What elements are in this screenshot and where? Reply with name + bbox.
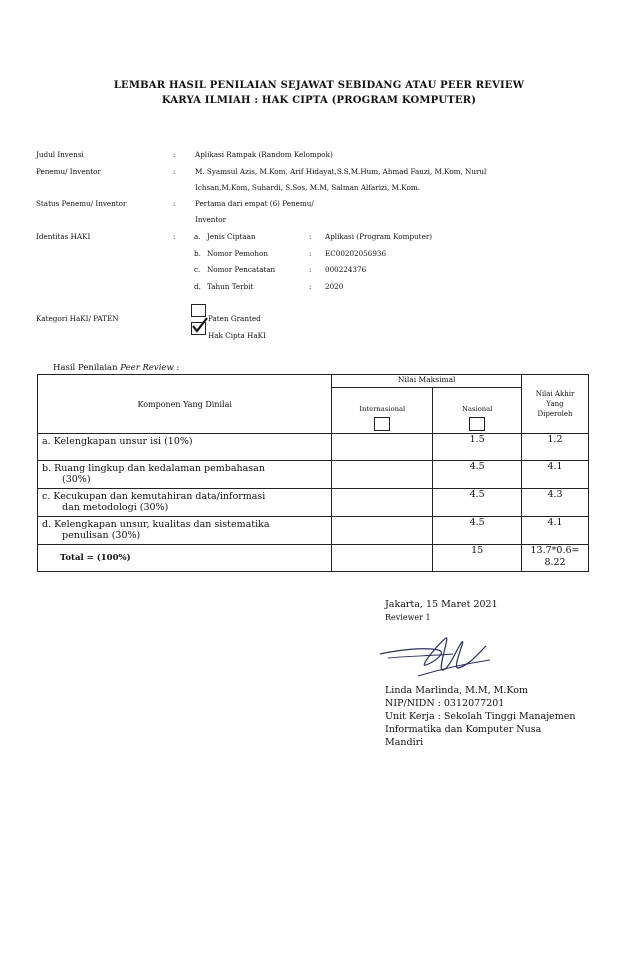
- row-b-komponen: [38, 461, 332, 489]
- row-a-internasional: [332, 434, 433, 461]
- row-b-nasional: 4.5: [433, 461, 522, 489]
- table-row: [38, 461, 589, 489]
- penemu-colon: :: [173, 167, 176, 176]
- internasional-checkbox[interactable]: [374, 417, 390, 431]
- row-c-internasional: [332, 489, 433, 517]
- haki-item-value: EC00202056936: [325, 249, 387, 258]
- paten-granted-label: Paten Granted: [208, 314, 261, 323]
- reviewer-unit-line1: Unit Kerja : Sekolah Tinggi Manajemen: [385, 711, 576, 722]
- status-colon: :: [173, 199, 176, 208]
- haki-item-letter: c.: [194, 265, 201, 274]
- header-nilai-akhir: Nilai Akhir Yang Diperoleh: [522, 375, 589, 434]
- komponen-line1: c. Kecukupan dan kemutahiran data/informasi: [42, 491, 266, 502]
- row-b-internasional: [332, 461, 433, 489]
- reviewer-unit-line2: Informatika dan Komputer Nusa: [385, 724, 542, 735]
- caption-end: :: [173, 363, 180, 373]
- penemu-label: Penemu/ Inventor: [36, 167, 101, 176]
- reviewer-name: Linda Marlinda, M.M, M.Kom: [385, 685, 528, 696]
- results-table: [37, 374, 589, 572]
- reviewer-info: [385, 684, 576, 749]
- komponen-line2: (30%): [62, 474, 91, 485]
- row-d-akhir: 4.1: [522, 517, 589, 545]
- haki-item-colon: :: [309, 265, 312, 274]
- row-a-nasional: 1.5: [433, 434, 522, 461]
- row-d-komponen: [38, 517, 332, 545]
- document-subtitle: KARYA ILMIAH : HAK CIPTA (PROGRAM KOMPUTER): [161, 95, 477, 106]
- place-date: Jakarta, 15 Maret 2021: [385, 599, 498, 610]
- total-akhir-line1: 13.7*0.6=: [530, 545, 580, 556]
- reviewer-nip: NIP/NIDN : 0312077201: [385, 698, 505, 709]
- komponen-line2: dan metodologi (30%): [62, 502, 169, 513]
- row-c-nasional: 4.5: [433, 489, 522, 517]
- haki-item-name: Jenis Ciptaan: [207, 232, 256, 241]
- hak-cipta-checkbox[interactable]: [191, 322, 206, 335]
- header-internasional: Internasional: [359, 405, 406, 413]
- row-c-komponen: [38, 489, 332, 517]
- total-akhir: [522, 545, 589, 572]
- row-d-nasional: 4.5: [433, 517, 522, 545]
- haki-item-value: 000224376: [325, 265, 367, 274]
- header-nasional: Nasional: [461, 405, 493, 413]
- haki-colon: :: [173, 232, 176, 241]
- total-internasional: [332, 545, 433, 572]
- komponen-line1: a. Kelengkapan unsur isi (10%): [42, 436, 193, 447]
- checkmark-icon: [191, 317, 209, 333]
- header-komponen: Komponen Yang Dinilai: [38, 375, 332, 434]
- haki-item-colon: :: [309, 249, 312, 258]
- header-nilai-maksimal: Nilai Maksimal: [332, 375, 522, 388]
- haki-item-value: 2020: [325, 282, 344, 291]
- haki-item-name: Nomor Pemohon: [207, 249, 268, 258]
- haki-item-name: Tahun Terbit: [207, 282, 254, 291]
- results-caption: [53, 363, 179, 373]
- haki-item-letter: b.: [194, 249, 201, 258]
- judul-label: Judul Invensi: [36, 150, 84, 159]
- total-label: Total = (100%): [38, 545, 332, 572]
- haki-item-letter: d.: [194, 282, 201, 291]
- kategori-label: Kategori HaKI/ PATEN: [36, 314, 119, 323]
- komponen-line1: d. Kelengkapan unsur, kualitas dan sistematika: [42, 519, 270, 530]
- nasional-checkbox[interactable]: [469, 417, 485, 431]
- header-nasional-cell: [433, 388, 522, 434]
- row-c-akhir: 4.3: [522, 489, 589, 517]
- haki-item-name: Nomor Pencatatan: [207, 265, 276, 274]
- header-internasional-cell: [332, 388, 433, 434]
- komponen-line2: penulisan (30%): [62, 530, 141, 541]
- penemu-value-line2: Ichsan,M.Kom, Suhardi, S.Sos, M.M, Salman Alfarizi, M.Kom.: [195, 183, 420, 192]
- table-row: [38, 434, 589, 461]
- reviewer-role: Reviewer 1: [385, 613, 431, 622]
- table-row-total: [38, 545, 589, 572]
- caption-text: Hasil Penilaian: [53, 363, 121, 373]
- paten-granted-checkbox[interactable]: [191, 304, 206, 317]
- status-value-line1: Pertama dari empat (6) Penemu/: [195, 199, 314, 208]
- total-akhir-line2: 8.22: [544, 557, 566, 568]
- row-a-akhir: 1.2: [522, 434, 589, 461]
- judul-colon: :: [173, 150, 176, 159]
- haki-item-colon: :: [309, 232, 312, 241]
- penemu-value-line1: M. Syamsul Azis, M.Kom, Arif Hidayat,S.S,M.Hum, Ahmad Fauzi, M.Kom, Nurul: [195, 167, 487, 176]
- table-row: [38, 489, 589, 517]
- haki-item-value: Aplikasi (Program Komputer): [325, 232, 433, 241]
- komponen-line1: b. Ruang lingkup dan kedalaman pembahasan: [42, 463, 265, 474]
- row-d-internasional: [332, 517, 433, 545]
- document-title: LEMBAR HASIL PENILAIAN SEJAWAT SEBIDANG ATAU PEER REVIEW: [113, 80, 525, 91]
- haki-label: Identitas HAKI: [36, 232, 91, 241]
- row-a-komponen: [38, 434, 332, 461]
- status-value-line2: Inventor: [195, 215, 227, 224]
- haki-item-colon: :: [309, 282, 312, 291]
- reviewer-unit-line3: Mandiri: [385, 737, 424, 748]
- signature-block: [385, 598, 498, 624]
- signature-image: [378, 632, 493, 682]
- haki-item-letter: a.: [194, 232, 201, 241]
- caption-em: Peer Review: [120, 363, 174, 373]
- hak-cipta-label: Hak Cipta HaKI: [208, 331, 266, 340]
- table-row: [38, 517, 589, 545]
- row-b-akhir: 4.1: [522, 461, 589, 489]
- judul-value: Aplikasi Rampak (Random Kelompok): [195, 150, 333, 159]
- total-nasional: 15: [433, 545, 522, 572]
- status-label: Status Penemu/ Inventor: [36, 199, 127, 208]
